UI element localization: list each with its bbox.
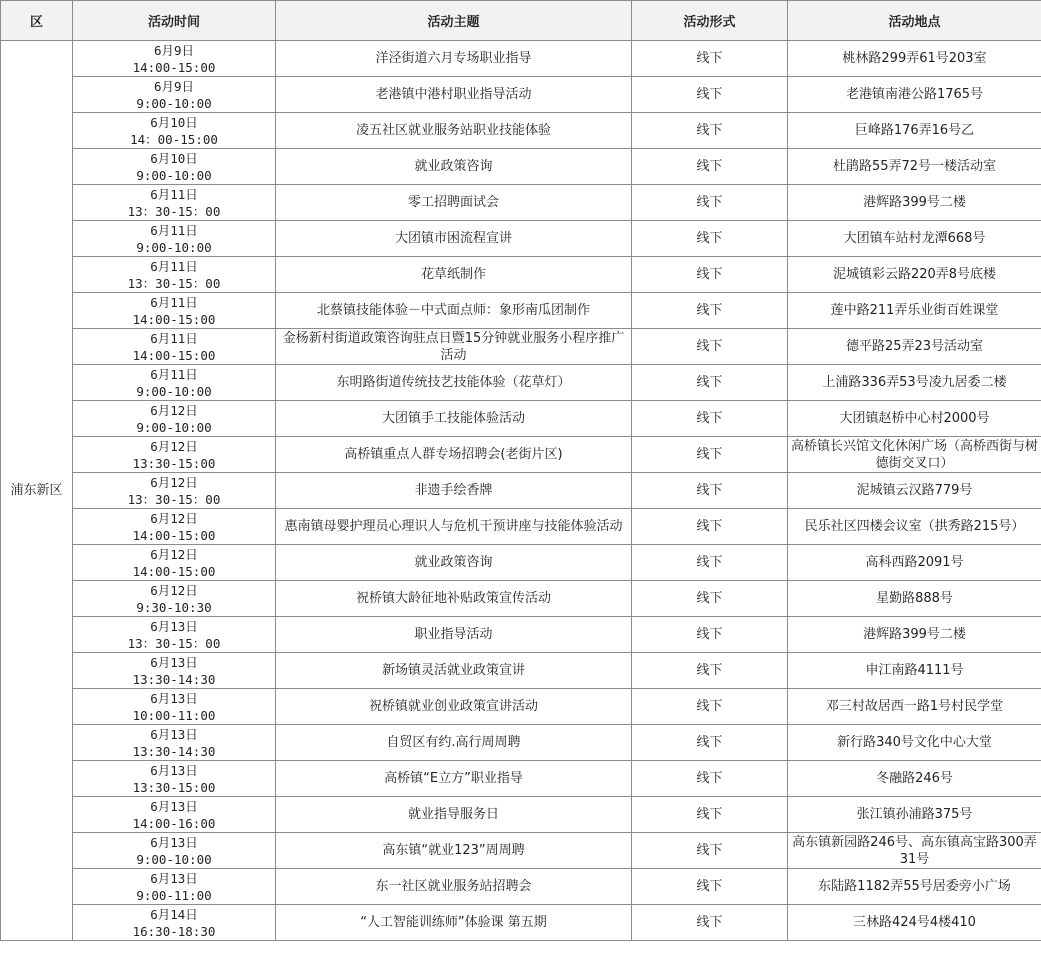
table-row [1,617,1041,653]
location-cell: 港辉路399号二楼 [788,185,1041,221]
topic-cell: 北蔡镇技能体验－中式面点师：象形南瓜团制作 [276,293,632,329]
format-cell: 线下 [632,185,788,221]
activity-hours: 13：30-15：00 [127,491,221,507]
table-row [1,833,1041,869]
time-cell [73,797,276,833]
time-cell [73,365,276,401]
activity-hours: 10:00-11:00 [132,707,216,723]
table-row [1,293,1041,329]
activity-date: 6月11日 [150,294,198,310]
activity-hours: 14:00-15:00 [132,347,216,363]
format-cell: 线下 [632,905,788,941]
format-cell: 线下 [632,689,788,725]
activity-hours: 14:00-15:00 [132,527,216,543]
time-cell [73,725,276,761]
table-row [1,401,1041,437]
activity-hours: 14:00-16:00 [132,815,216,831]
topic-cell: 花草纸制作 [276,257,632,293]
activity-hours: 9:30-10:30 [136,599,212,615]
activity-date: 6月11日 [150,222,198,238]
table-header-row [1,1,1041,41]
activity-hours: 13:30-15:00 [132,779,216,795]
header-location: 活动地点 [788,1,1041,41]
time-cell [73,257,276,293]
activity-date: 6月12日 [150,438,198,454]
time-cell [73,329,276,365]
format-cell: 线下 [632,365,788,401]
format-cell: 线下 [632,509,788,545]
table-body [1,41,1041,941]
format-cell: 线下 [632,113,788,149]
time-cell [73,437,276,473]
table-row [1,509,1041,545]
location-cell: 老港镇南港公路1765号 [788,77,1041,113]
activity-date: 6月13日 [150,834,198,850]
topic-cell: 零工招聘面试会 [276,185,632,221]
time-cell [73,761,276,797]
location-cell: 高科西路2091号 [788,545,1041,581]
location-cell: 民乐社区四楼会议室（拱秀路215号） [788,509,1041,545]
topic-cell: 职业指导活动 [276,617,632,653]
activity-date: 6月13日 [150,870,198,886]
header-topic: 活动主题 [276,1,632,41]
activity-date: 6月12日 [150,582,198,598]
time-cell [73,545,276,581]
time-cell [73,689,276,725]
location-cell: 申江南路4111号 [788,653,1041,689]
time-cell [73,113,276,149]
activity-hours: 9:00-10:00 [136,167,212,183]
topic-cell: 自贸区有约.高行周周聘 [276,725,632,761]
table-row [1,329,1041,365]
format-cell: 线下 [632,617,788,653]
table-row [1,545,1041,581]
location-cell: 新行路340号文化中心大堂 [788,725,1041,761]
time-cell [73,401,276,437]
format-cell: 线下 [632,761,788,797]
format-cell: 线下 [632,833,788,869]
activity-date: 6月9日 [153,42,195,58]
activity-hours: 13：30-15：00 [127,275,221,291]
topic-cell: 非遗手绘香牌 [276,473,632,509]
time-cell [73,617,276,653]
topic-cell: 祝桥镇就业创业政策宣讲活动 [276,689,632,725]
time-cell [73,41,276,77]
time-cell [73,869,276,905]
table-row [1,581,1041,617]
table-row [1,185,1041,221]
table-row [1,77,1041,113]
location-cell: 港辉路399号二楼 [788,617,1041,653]
location-cell: 上浦路336弄53号凌九居委二楼 [788,365,1041,401]
activity-date: 6月12日 [150,402,198,418]
activity-hours: 9:00-10:00 [136,419,212,435]
header-time: 活动时间 [73,1,276,41]
location-cell: 泥城镇彩云路220弄8号底楼 [788,257,1041,293]
activity-date: 6月12日 [150,510,198,526]
activity-hours: 13:30-14:30 [132,671,216,687]
table-row [1,365,1041,401]
location-cell: 德平路25弄23号活动室 [788,329,1041,365]
topic-cell: 就业指导服务日 [276,797,632,833]
activity-hours: 9:00-10:00 [136,239,212,255]
activity-date: 6月13日 [150,654,198,670]
location-cell: 东陆路1182弄55号居委旁小广场 [788,869,1041,905]
activity-date: 6月11日 [150,366,198,382]
table-row [1,869,1041,905]
activity-hours: 14:00-15:00 [132,311,216,327]
location-cell: 巨峰路176弄16号乙 [788,113,1041,149]
format-cell: 线下 [632,77,788,113]
district-cell: 浦东新区 [1,41,73,941]
time-cell [73,293,276,329]
format-cell: 线下 [632,545,788,581]
format-cell: 线下 [632,221,788,257]
activity-hours: 9:00-10:00 [136,851,212,867]
table-row [1,473,1041,509]
location-cell: 星勤路888号 [788,581,1041,617]
format-cell: 线下 [632,653,788,689]
location-cell: 高桥镇长兴馆文化休闲广场（高桥西街与树德街交叉口） [788,437,1041,473]
activity-date: 6月13日 [150,762,198,778]
format-cell: 线下 [632,329,788,365]
location-cell: 桃林路299弄61号203室 [788,41,1041,77]
activity-hours: 9:00-10:00 [136,383,212,399]
topic-cell: 凌五社区就业服务站职业技能体验 [276,113,632,149]
format-cell: 线下 [632,41,788,77]
activity-date: 6月10日 [150,150,198,166]
activity-date: 6月13日 [150,618,198,634]
topic-cell: 高桥镇“E立方”职业指导 [276,761,632,797]
format-cell: 线下 [632,797,788,833]
topic-cell: 老港镇中港村职业指导活动 [276,77,632,113]
location-cell: 冬融路246号 [788,761,1041,797]
activity-date: 6月10日 [150,114,198,130]
topic-cell: “人工智能训练师”体验课 第五期 [276,905,632,941]
topic-cell: 大团镇手工技能体验活动 [276,401,632,437]
time-cell [73,149,276,185]
header-format: 活动形式 [632,1,788,41]
activity-hours: 13：30-15：00 [127,203,221,219]
format-cell: 线下 [632,725,788,761]
header-district: 区 [1,1,73,41]
topic-cell: 洋泾街道六月专场职业指导 [276,41,632,77]
topic-cell: 东一社区就业服务站招聘会 [276,869,632,905]
time-cell [73,509,276,545]
time-cell [73,653,276,689]
activity-hours: 16:30-18:30 [132,923,216,939]
time-cell [73,221,276,257]
location-cell: 泥城镇云汉路779号 [788,473,1041,509]
activity-hours: 9:00-10:00 [136,95,212,111]
location-cell: 莲中路211弄乐业街百姓课堂 [788,293,1041,329]
table-row [1,905,1041,941]
location-cell: 高东镇新园路246号、高东镇高宝路300弄31号 [788,833,1041,869]
time-cell [73,473,276,509]
topic-cell: 高桥镇重点人群专场招聘会(老街片区) [276,437,632,473]
format-cell: 线下 [632,293,788,329]
activity-hours: 14:00-15:00 [132,563,216,579]
activity-date: 6月11日 [150,186,198,202]
topic-cell: 东明路街道传统技艺技能体验（花草灯） [276,365,632,401]
table-row [1,437,1041,473]
activity-date: 6月11日 [150,258,198,274]
time-cell [73,185,276,221]
topic-cell: 就业政策咨询 [276,149,632,185]
location-cell: 张江镇孙浦路375号 [788,797,1041,833]
table-row [1,653,1041,689]
location-cell: 邓三村故居西一路1号村民学堂 [788,689,1041,725]
activity-date: 6月11日 [150,330,198,346]
table-row [1,689,1041,725]
topic-cell: 金杨新村街道政策咨询驻点日暨15分钟就业服务小程序推广活动 [276,329,632,365]
table-row [1,797,1041,833]
time-cell [73,77,276,113]
activity-hours: 14:00-15:00 [132,59,216,75]
format-cell: 线下 [632,149,788,185]
activity-hours: 13:30-15:00 [132,455,216,471]
topic-cell: 惠南镇母婴护理员心理识人与危机干预讲座与技能体验活动 [276,509,632,545]
table-row [1,761,1041,797]
activity-date: 6月14日 [150,906,198,922]
table-row [1,221,1041,257]
format-cell: 线下 [632,401,788,437]
activity-date: 6月13日 [150,726,198,742]
format-cell: 线下 [632,257,788,293]
topic-cell: 祝桥镇大龄征地补贴政策宣传活动 [276,581,632,617]
table-row [1,113,1041,149]
format-cell: 线下 [632,437,788,473]
activity-hours: 13:30-14:30 [132,743,216,759]
table-row [1,41,1041,77]
activity-hours: 14：00-15:00 [130,131,218,147]
location-cell: 三林路424号4楼410 [788,905,1041,941]
format-cell: 线下 [632,473,788,509]
activity-hours: 9:00-11:00 [136,887,212,903]
activity-date: 6月12日 [150,474,198,490]
table-row [1,149,1041,185]
topic-cell: 高东镇“就业123”周周聘 [276,833,632,869]
activity-hours: 13：30-15：00 [127,635,221,651]
time-cell [73,905,276,941]
location-cell: 大团镇赵桥中心村2000号 [788,401,1041,437]
topic-cell: 就业政策咨询 [276,545,632,581]
activity-date: 6月13日 [150,690,198,706]
table-row [1,257,1041,293]
location-cell: 大团镇车站村龙潭668号 [788,221,1041,257]
table-row [1,725,1041,761]
activity-date: 6月13日 [150,798,198,814]
topic-cell: 新场镇灵活就业政策宣讲 [276,653,632,689]
topic-cell: 大团镇市困流程宣讲 [276,221,632,257]
time-cell [73,581,276,617]
location-cell: 杜鹃路55弄72号一楼活动室 [788,149,1041,185]
activity-date: 6月12日 [150,546,198,562]
time-cell [73,833,276,869]
activity-date: 6月9日 [153,78,195,94]
format-cell: 线下 [632,869,788,905]
format-cell: 线下 [632,581,788,617]
